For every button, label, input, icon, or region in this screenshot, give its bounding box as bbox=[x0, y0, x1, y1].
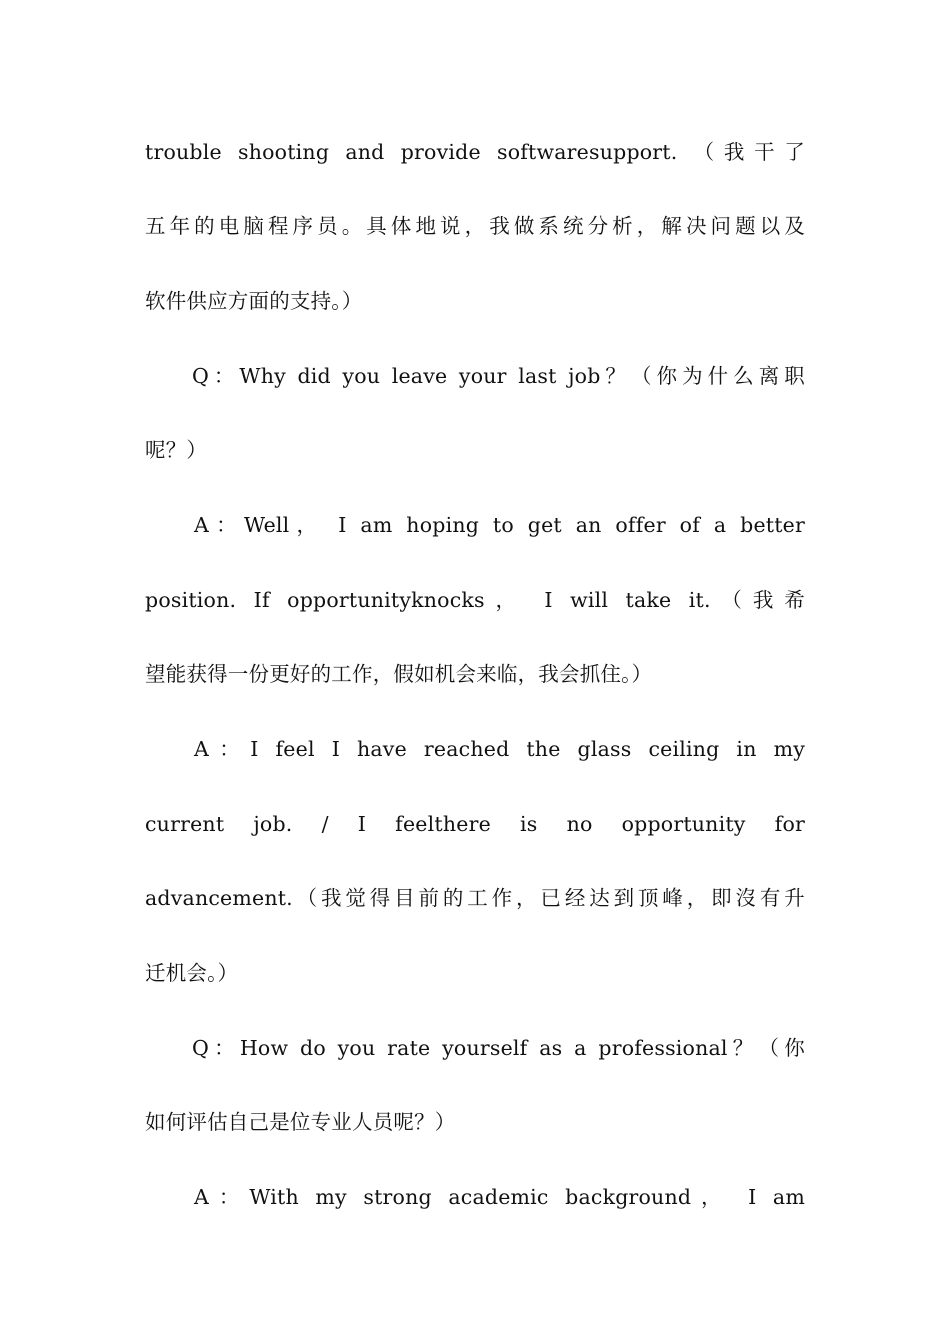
answer-line-2: A：I feel I have reached the glass ceiling in my bbox=[194, 737, 805, 761]
answer-line-1: A：Well， I am hoping to get an offer of a better bbox=[194, 513, 805, 537]
text-line-14: 如何评估自己是位专业人员呢？） bbox=[145, 1110, 456, 1134]
text-line-3: 软件供应方面的支持。） bbox=[145, 289, 363, 313]
text-line-12: 迁机会。） bbox=[145, 961, 239, 985]
question-line-1: Q：Why did you leave your last job？（你为什么离职 bbox=[192, 364, 805, 388]
text-line-7: position. If opportunityknocks， I will take it.（我希 bbox=[145, 588, 805, 612]
text-line-5: 呢？） bbox=[145, 438, 208, 462]
text-line-8: 望能获得一份更好的工作，假如机会来临，我会抓住。） bbox=[145, 662, 653, 686]
question-line-2: Q：How do you rate yourself as a professional？（你 bbox=[192, 1036, 805, 1060]
answer-line-3: A：With my strong academic background， I am bbox=[194, 1185, 805, 1209]
text-line-11: advancement.（我觉得目前的工作，已经达到顶峰，即沒有升 bbox=[145, 886, 805, 910]
text-line-2: 五年的电脑程序员。具体地说，我做系统分析，解决问题以及 bbox=[145, 214, 805, 238]
text-line-1: trouble shooting and provide softwaresupport. （我干了 bbox=[145, 140, 805, 164]
text-line-10: current job. / I feelthere is no opportunity for bbox=[145, 812, 805, 836]
